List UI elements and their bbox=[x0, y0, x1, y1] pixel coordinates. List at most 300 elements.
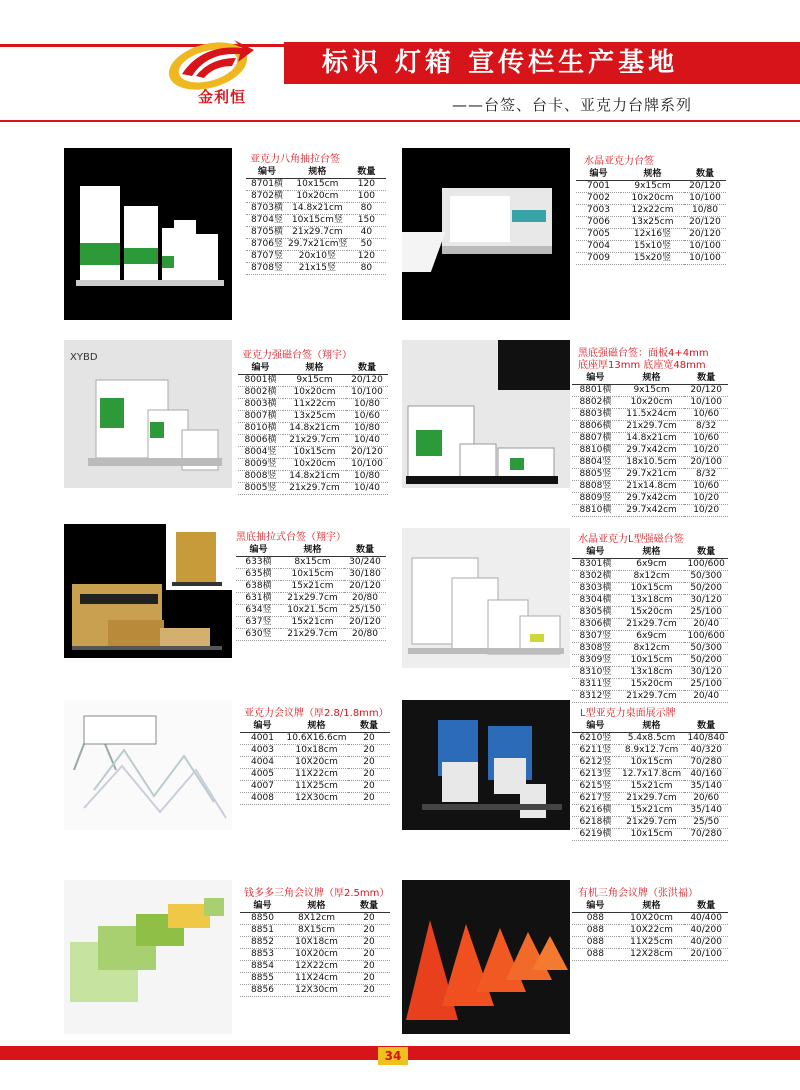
table-cell: 6218横 bbox=[572, 816, 619, 828]
table-row bbox=[572, 756, 728, 768]
table-row bbox=[572, 912, 728, 924]
column-header: 编号 bbox=[238, 360, 283, 374]
table-cell: 20 bbox=[348, 924, 390, 936]
table-row bbox=[572, 630, 728, 642]
table-cell: 25/150 bbox=[344, 604, 386, 616]
table-cell: 10x15cm bbox=[288, 178, 347, 190]
table-cell: 80 bbox=[347, 202, 386, 214]
table-row bbox=[246, 250, 386, 262]
table-cell: 637竖 bbox=[236, 616, 281, 628]
table-cell: 10/40 bbox=[346, 482, 388, 494]
table-row bbox=[572, 792, 728, 804]
table-row bbox=[240, 936, 390, 948]
table-cell: 10/80 bbox=[684, 204, 726, 216]
table-cell: 20/100 bbox=[684, 456, 728, 468]
table-cell: 20/40 bbox=[684, 690, 728, 702]
column-header: 规格 bbox=[285, 898, 348, 912]
table-cell: 150 bbox=[347, 214, 386, 226]
table-cell: 8802横 bbox=[572, 396, 619, 408]
header-rule bbox=[0, 120, 800, 122]
table-cell: 12X30cm bbox=[285, 984, 348, 996]
spec-table-grid bbox=[572, 370, 728, 517]
table-row bbox=[240, 780, 390, 792]
table-cell: 10/100 bbox=[684, 240, 726, 252]
product-title: 有机三角会议牌（张洪福） bbox=[578, 888, 698, 899]
table-cell: 8702横 bbox=[246, 190, 288, 202]
table-header-row bbox=[572, 718, 728, 732]
table-cell: 20/120 bbox=[684, 384, 728, 396]
table-row bbox=[238, 374, 388, 386]
table-cell: 4001 bbox=[240, 732, 285, 744]
table-cell: 7004 bbox=[576, 240, 621, 252]
table-cell: 10x15cm bbox=[619, 654, 685, 666]
product-title: L型亚克力桌面展示牌 bbox=[580, 708, 676, 719]
table-row bbox=[576, 240, 726, 252]
spec-table bbox=[240, 898, 390, 997]
table-cell: 50/200 bbox=[684, 654, 728, 666]
table-cell: 29.7x42cm bbox=[619, 492, 685, 504]
table-cell: 40 bbox=[347, 226, 386, 238]
table-cell: 21x29.7cm bbox=[283, 434, 346, 446]
table-cell: 4008 bbox=[240, 792, 285, 804]
column-header: 规格 bbox=[619, 898, 685, 912]
table-cell: 8805竖 bbox=[572, 468, 619, 480]
table-cell: 6219横 bbox=[572, 828, 619, 840]
table-cell: 8855 bbox=[240, 972, 285, 984]
table-row bbox=[240, 768, 390, 780]
table-cell: 20/80 bbox=[344, 592, 386, 604]
table-cell: 634竖 bbox=[236, 604, 281, 616]
table-cell: 10x15cm bbox=[619, 582, 685, 594]
table-cell: 630竖 bbox=[236, 628, 281, 640]
table-cell: 638横 bbox=[236, 580, 281, 592]
table-row bbox=[236, 592, 386, 604]
table-cell: 088 bbox=[572, 948, 619, 960]
table-cell: 120 bbox=[347, 178, 386, 190]
table-cell: 20/80 bbox=[344, 628, 386, 640]
table-cell: 6212竖 bbox=[572, 756, 619, 768]
table-cell: 120 bbox=[347, 250, 386, 262]
table-cell: 8301横 bbox=[572, 558, 619, 570]
table-row bbox=[246, 238, 386, 250]
spec-table-grid bbox=[246, 164, 386, 275]
table-row bbox=[572, 420, 728, 432]
table-cell: 20 bbox=[348, 768, 390, 780]
table-cell: 10/100 bbox=[346, 386, 388, 398]
table-cell: 10X20cm bbox=[619, 912, 685, 924]
column-header: 规格 bbox=[619, 544, 685, 558]
table-header-row bbox=[236, 542, 386, 556]
table-cell: 21x29.7cm bbox=[619, 816, 685, 828]
table-cell: 80 bbox=[347, 262, 386, 274]
table-row bbox=[240, 948, 390, 960]
table-row bbox=[240, 756, 390, 768]
table-cell: 10x20cm bbox=[288, 190, 347, 202]
table-cell: 20/40 bbox=[684, 618, 728, 630]
column-header: 数量 bbox=[348, 898, 390, 912]
spec-table bbox=[572, 370, 728, 517]
table-row bbox=[246, 226, 386, 238]
table-cell: 8312竖 bbox=[572, 690, 619, 702]
column-header: 数量 bbox=[347, 164, 386, 178]
column-header: 规格 bbox=[619, 370, 685, 384]
table-row bbox=[572, 618, 728, 630]
table-cell: 40/160 bbox=[684, 768, 728, 780]
table-row bbox=[572, 432, 728, 444]
spec-table-grid bbox=[576, 166, 726, 265]
column-header: 规格 bbox=[621, 166, 684, 180]
product-photo-crystal-sign bbox=[402, 148, 570, 320]
table-cell: 8304横 bbox=[572, 594, 619, 606]
table-cell: 7003 bbox=[576, 204, 621, 216]
spec-table bbox=[236, 542, 386, 641]
table-cell: 8809竖 bbox=[572, 492, 619, 504]
table-cell: 18x10.5cm bbox=[619, 456, 685, 468]
column-header: 编号 bbox=[572, 718, 619, 732]
spec-table bbox=[572, 718, 728, 841]
column-header: 编号 bbox=[572, 898, 619, 912]
spec-table-grid bbox=[572, 718, 728, 841]
table-cell: 10/40 bbox=[346, 434, 388, 446]
table-cell: 8x12cm bbox=[619, 570, 685, 582]
table-cell: 10/80 bbox=[346, 398, 388, 410]
table-cell: 4007 bbox=[240, 780, 285, 792]
table-cell: 50/300 bbox=[684, 642, 728, 654]
spec-table-grid bbox=[236, 542, 386, 641]
product-title-line2: 底座厚13mm 底座宽48mm bbox=[578, 360, 706, 371]
table-cell: 8804竖 bbox=[572, 456, 619, 468]
table-cell: 21x14.8cm bbox=[619, 480, 685, 492]
table-header-row bbox=[572, 544, 728, 558]
column-header: 规格 bbox=[283, 360, 346, 374]
table-cell: 088 bbox=[572, 912, 619, 924]
column-header: 数量 bbox=[684, 898, 728, 912]
product-photo-octagon-sign bbox=[64, 148, 232, 320]
table-cell: 70/280 bbox=[684, 756, 728, 768]
table-cell: 9x15cm bbox=[283, 374, 346, 386]
table-row bbox=[238, 458, 388, 470]
table-cell: 8X12cm bbox=[285, 912, 348, 924]
table-cell: 8810横 bbox=[572, 504, 619, 516]
table-row bbox=[572, 642, 728, 654]
table-cell: 35/140 bbox=[684, 780, 728, 792]
table-cell: 20 bbox=[348, 792, 390, 804]
table-cell: 11X25cm bbox=[285, 780, 348, 792]
table-cell: 10X20cm bbox=[285, 756, 348, 768]
table-cell: 20/120 bbox=[684, 216, 726, 228]
company-logo bbox=[162, 36, 262, 106]
column-header: 编号 bbox=[572, 370, 619, 384]
table-cell: 21x29.7cm bbox=[281, 592, 344, 604]
table-cell: 5.4x8.5cm bbox=[619, 732, 685, 744]
spec-table bbox=[238, 360, 388, 495]
table-row bbox=[246, 214, 386, 226]
table-cell: 8311竖 bbox=[572, 678, 619, 690]
table-row bbox=[572, 828, 728, 840]
table-row bbox=[240, 912, 390, 924]
table-cell: 8x15cm bbox=[281, 556, 344, 568]
table-cell: 8703横 bbox=[246, 202, 288, 214]
table-row bbox=[240, 732, 390, 744]
table-cell: 633横 bbox=[236, 556, 281, 568]
column-header: 规格 bbox=[288, 164, 347, 178]
table-cell: 10/60 bbox=[684, 408, 728, 420]
table-cell: 10x18cm bbox=[285, 744, 348, 756]
table-cell: 11X22cm bbox=[285, 768, 348, 780]
table-cell: 10x21.5cm bbox=[281, 604, 344, 616]
table-row bbox=[572, 654, 728, 666]
table-cell: 15x21cm bbox=[619, 780, 685, 792]
table-row bbox=[572, 732, 728, 744]
table-cell: 140/840 bbox=[684, 732, 728, 744]
table-row bbox=[246, 190, 386, 202]
table-cell: 635横 bbox=[236, 568, 281, 580]
table-row bbox=[572, 504, 728, 516]
table-row bbox=[572, 468, 728, 480]
table-cell: 20/120 bbox=[684, 180, 726, 192]
column-header: 编号 bbox=[572, 544, 619, 558]
table-row bbox=[240, 972, 390, 984]
table-cell: 8807横 bbox=[572, 432, 619, 444]
product-title: 钱多多三角会议牌（厚2.5mm） bbox=[244, 888, 390, 899]
table-cell: 20 bbox=[348, 912, 390, 924]
table-cell: 6x9cm bbox=[619, 558, 685, 570]
spec-table-grid bbox=[572, 544, 728, 703]
product-title: 黑底抽拉式台签（翔宇） bbox=[236, 532, 346, 543]
table-row bbox=[572, 936, 728, 948]
table-cell: 7002 bbox=[576, 192, 621, 204]
table-row bbox=[238, 410, 388, 422]
table-cell: 8x12cm bbox=[619, 642, 685, 654]
table-cell: 8002横 bbox=[238, 386, 283, 398]
column-header: 数量 bbox=[344, 542, 386, 556]
product-photo-meeting-card bbox=[64, 700, 232, 830]
table-row bbox=[576, 180, 726, 192]
table-header-row bbox=[572, 370, 728, 384]
table-cell: 8307竖 bbox=[572, 630, 619, 642]
table-row bbox=[238, 482, 388, 494]
table-cell: 20 bbox=[348, 960, 390, 972]
table-cell: 8010横 bbox=[238, 422, 283, 434]
table-cell: 10/80 bbox=[346, 422, 388, 434]
table-cell: 10X20cm bbox=[285, 948, 348, 960]
table-cell: 10x15cm竖 bbox=[288, 214, 347, 226]
table-cell: 21x29.7cm bbox=[619, 690, 685, 702]
table-row bbox=[572, 480, 728, 492]
spec-table bbox=[572, 544, 728, 703]
table-row bbox=[572, 582, 728, 594]
table-cell: 8810横 bbox=[572, 444, 619, 456]
table-cell: 10/60 bbox=[346, 410, 388, 422]
table-cell: 8708竖 bbox=[246, 262, 288, 274]
table-row bbox=[576, 228, 726, 240]
spec-table bbox=[240, 718, 390, 805]
column-header: 规格 bbox=[281, 542, 344, 556]
table-cell: 6216横 bbox=[572, 804, 619, 816]
table-row bbox=[576, 216, 726, 228]
table-row bbox=[240, 924, 390, 936]
column-header: 编号 bbox=[576, 166, 621, 180]
table-row bbox=[238, 398, 388, 410]
table-cell: 25/50 bbox=[684, 816, 728, 828]
table-cell: 29.7x21cm bbox=[619, 468, 685, 480]
table-cell: 10x20cm bbox=[283, 386, 346, 398]
table-cell: 25/100 bbox=[684, 678, 728, 690]
table-cell: 8/32 bbox=[684, 420, 728, 432]
table-row bbox=[236, 568, 386, 580]
table-cell: 8706竖 bbox=[246, 238, 288, 250]
table-cell: 8854 bbox=[240, 960, 285, 972]
table-row bbox=[236, 628, 386, 640]
table-cell: 8850 bbox=[240, 912, 285, 924]
table-row bbox=[572, 606, 728, 618]
table-cell: 8.9x12.7cm bbox=[619, 744, 685, 756]
table-cell: 12X28cm bbox=[619, 948, 685, 960]
spec-table-grid bbox=[238, 360, 388, 495]
table-cell: 10/100 bbox=[346, 458, 388, 470]
table-cell: 15x20cm bbox=[619, 678, 685, 690]
table-cell: 40/400 bbox=[684, 912, 728, 924]
table-cell: 13x18cm bbox=[619, 666, 685, 678]
table-cell: 10/20 bbox=[684, 504, 728, 516]
table-cell: 20/60 bbox=[684, 792, 728, 804]
table-cell: 50/300 bbox=[684, 570, 728, 582]
table-cell: 10/100 bbox=[684, 192, 726, 204]
table-row bbox=[246, 262, 386, 274]
table-cell: 21x15竖 bbox=[288, 262, 347, 274]
table-cell: 20 bbox=[348, 948, 390, 960]
table-row bbox=[576, 252, 726, 264]
table-cell: 8851 bbox=[240, 924, 285, 936]
table-row bbox=[238, 446, 388, 458]
table-cell: 10x15cm bbox=[283, 446, 346, 458]
table-cell: 10x15cm bbox=[281, 568, 344, 580]
table-cell: 20/120 bbox=[346, 446, 388, 458]
table-cell: 8308竖 bbox=[572, 642, 619, 654]
table-cell: 631横 bbox=[236, 592, 281, 604]
table-row bbox=[572, 690, 728, 702]
product-photo-magnetic-sign bbox=[64, 340, 232, 488]
table-cell: 29.7x42cm bbox=[619, 504, 685, 516]
table-row bbox=[572, 492, 728, 504]
table-cell: 6213竖 bbox=[572, 768, 619, 780]
table-cell: 11x22cm bbox=[283, 398, 346, 410]
table-cell: 100/600 bbox=[684, 630, 728, 642]
logo-text: 金利恒 bbox=[198, 88, 247, 106]
spec-table bbox=[576, 166, 726, 265]
product-title: 亚克力会议牌（厚2.8/1.8mm） bbox=[244, 708, 389, 719]
table-cell: 11X24cm bbox=[285, 972, 348, 984]
table-cell: 100/600 bbox=[684, 558, 728, 570]
table-cell: 7005 bbox=[576, 228, 621, 240]
table-cell: 8801横 bbox=[572, 384, 619, 396]
table-cell: 8803横 bbox=[572, 408, 619, 420]
table-cell: 8808竖 bbox=[572, 480, 619, 492]
table-row bbox=[572, 570, 728, 582]
table-cell: 10/100 bbox=[684, 252, 726, 264]
table-cell: 4005 bbox=[240, 768, 285, 780]
table-cell: 8302横 bbox=[572, 570, 619, 582]
table-cell: 8305横 bbox=[572, 606, 619, 618]
table-row bbox=[572, 804, 728, 816]
table-row bbox=[238, 386, 388, 398]
table-cell: 8707竖 bbox=[246, 250, 288, 262]
table-cell: 10/60 bbox=[684, 480, 728, 492]
table-cell: 10x20cm bbox=[619, 396, 685, 408]
table-row bbox=[238, 434, 388, 446]
product-photo-desktop-display bbox=[402, 700, 570, 830]
table-cell: 20 bbox=[348, 936, 390, 948]
table-cell: 20 bbox=[348, 780, 390, 792]
spec-table-grid bbox=[240, 898, 390, 997]
column-header: 数量 bbox=[684, 544, 728, 558]
table-cell: 29.7x21cm竖 bbox=[288, 238, 348, 249]
table-row bbox=[572, 558, 728, 570]
table-header-row bbox=[240, 898, 390, 912]
table-cell: 20 bbox=[348, 972, 390, 984]
table-cell: 8/32 bbox=[684, 468, 728, 480]
product-title: 水晶亚克力L型强磁台签 bbox=[578, 534, 684, 545]
table-cell: 10/20 bbox=[684, 444, 728, 456]
table-row bbox=[576, 204, 726, 216]
table-cell: 25/100 bbox=[684, 606, 728, 618]
table-cell: 30/120 bbox=[684, 666, 728, 678]
table-cell: 50 bbox=[347, 238, 386, 250]
table-header-row bbox=[572, 898, 728, 912]
table-cell: 20 bbox=[348, 756, 390, 768]
table-row bbox=[576, 192, 726, 204]
table-cell: 14.8x21cm bbox=[283, 422, 346, 434]
table-cell: 9x15cm bbox=[619, 384, 685, 396]
table-cell: 6x9cm bbox=[619, 630, 685, 642]
table-cell: 20/120 bbox=[684, 228, 726, 240]
product-photo-triangle-card bbox=[64, 880, 232, 1034]
table-cell: 8003横 bbox=[238, 398, 283, 410]
table-cell: 12x22cm bbox=[621, 204, 684, 216]
table-row bbox=[238, 422, 388, 434]
table-cell: 40/320 bbox=[684, 744, 728, 756]
table-cell: 15x10竖 bbox=[621, 240, 684, 252]
product-photo-organic-triangle-card bbox=[402, 880, 570, 1034]
table-cell: 8704竖 bbox=[246, 214, 288, 226]
table-cell: 40/200 bbox=[684, 924, 728, 936]
table-cell: 21x29.7cm bbox=[283, 482, 346, 494]
table-cell: 12X30cm bbox=[285, 792, 348, 804]
table-cell: 20 bbox=[348, 744, 390, 756]
table-cell: 29.7x42cm bbox=[619, 444, 685, 456]
table-cell: 7009 bbox=[576, 252, 621, 264]
spec-table bbox=[572, 898, 728, 961]
table-row bbox=[236, 616, 386, 628]
spec-table bbox=[246, 164, 386, 275]
table-cell: 21x29.7cm bbox=[619, 792, 685, 804]
column-header: 编号 bbox=[246, 164, 288, 178]
column-header: 规格 bbox=[619, 718, 685, 732]
table-row bbox=[572, 444, 728, 456]
svg-text:XYBD: XYBD bbox=[70, 352, 98, 363]
table-cell: 10x15cm bbox=[619, 756, 685, 768]
product-photo-l-type-sign bbox=[402, 528, 570, 668]
table-cell: 6215竖 bbox=[572, 780, 619, 792]
table-cell: 10/20 bbox=[684, 492, 728, 504]
table-cell: 6211竖 bbox=[572, 744, 619, 756]
table-row bbox=[572, 780, 728, 792]
table-cell: 13x18cm bbox=[619, 594, 685, 606]
banner-title: 标识 灯箱 宣传栏生产基地 bbox=[284, 42, 800, 84]
table-row bbox=[240, 960, 390, 972]
table-cell: 10/80 bbox=[346, 470, 388, 482]
table-cell: 30/180 bbox=[344, 568, 386, 580]
